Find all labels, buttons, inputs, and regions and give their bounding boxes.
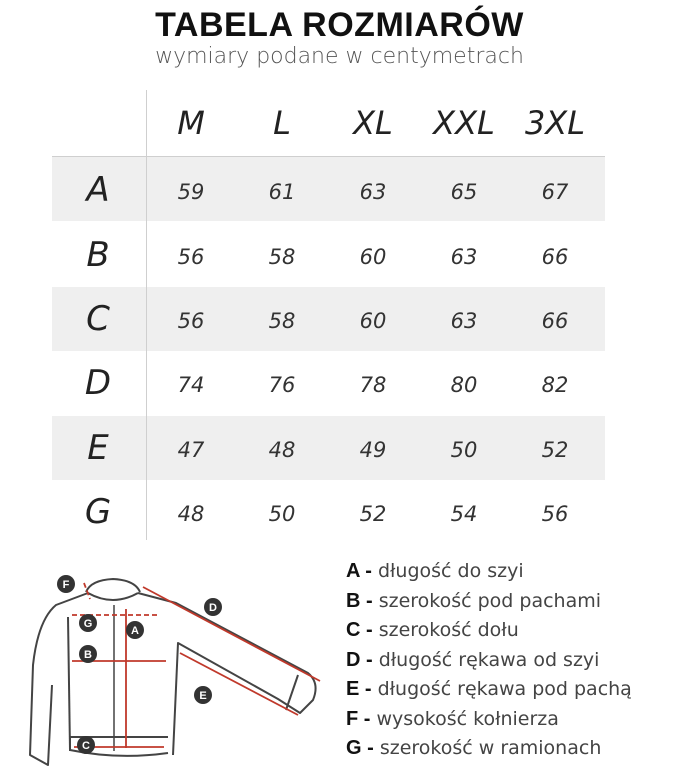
table-cell: 47 <box>177 438 205 462</box>
measurement-legend <box>346 560 632 767</box>
marker-b-icon <box>79 645 97 663</box>
legend-item: F - wysokość kołnierza <box>346 707 559 730</box>
table-cell: 56 <box>177 309 205 333</box>
table-cell: 58 <box>268 309 296 333</box>
table-cell: 60 <box>359 309 387 333</box>
marker-g-icon <box>79 614 97 632</box>
legend-item: D - długość rękawa od szyi <box>346 648 600 671</box>
table-cell: 58 <box>268 245 296 269</box>
row-label: E <box>87 428 109 468</box>
table-cell: 50 <box>450 438 478 462</box>
svg-text:E: E <box>199 690 207 702</box>
table-cell: 66 <box>541 309 569 333</box>
table-divider-horizontal <box>52 156 605 157</box>
svg-text:B: B <box>84 649 92 661</box>
marker-f-icon <box>57 575 75 593</box>
svg-text:G: G <box>83 618 93 630</box>
column-header: XL <box>353 104 393 142</box>
column-header: L <box>273 104 291 142</box>
row-label: A <box>86 170 110 210</box>
legend-item: A - długość do szyi <box>346 560 524 582</box>
marker-e-icon <box>194 686 212 704</box>
table-cell: 59 <box>177 180 205 204</box>
legend-item: G - szerokość w ramionach <box>346 737 602 759</box>
table-cell: 54 <box>450 502 478 526</box>
table-cell: 63 <box>359 180 387 204</box>
table-cell: 76 <box>268 373 296 397</box>
table-cell: 50 <box>268 502 296 526</box>
page-title: TABELA ROZMIARÓW <box>155 6 524 44</box>
svg-text:A: A <box>131 625 139 637</box>
svg-text:F: F <box>62 579 70 591</box>
table-cell: 65 <box>450 180 478 204</box>
table-cell: 52 <box>359 502 387 526</box>
table-cell: 56 <box>177 245 205 269</box>
table-cell: 52 <box>541 438 569 462</box>
row-label: C <box>86 299 110 339</box>
page-subtitle: wymiary podane w centymetrach <box>155 44 524 69</box>
table-cell: 67 <box>541 180 569 204</box>
column-header: M <box>177 104 205 142</box>
table-cell: 66 <box>541 245 569 269</box>
row-label: G <box>84 492 112 532</box>
legend-item: E - długość rękawa pod pachą <box>346 678 632 700</box>
column-header: 3XL <box>524 104 586 142</box>
marker-d-icon <box>204 598 222 616</box>
column-header: XXL <box>433 104 495 142</box>
table-cell: 80 <box>450 373 478 397</box>
marker-c-icon <box>77 736 95 754</box>
table-cell: 63 <box>450 309 478 333</box>
svg-text:C: C <box>82 740 90 752</box>
table-cell: 61 <box>268 180 296 204</box>
table-cell: 74 <box>177 373 205 397</box>
table-cell: 49 <box>359 438 387 462</box>
table-cell: 48 <box>268 438 296 462</box>
jacket-measurement-diagram <box>8 565 338 775</box>
legend-item: C - szerokość dołu <box>346 619 519 641</box>
legend-item: B - szerokość pod pachami <box>346 589 602 612</box>
table-cell: 56 <box>541 502 569 526</box>
row-label: D <box>84 363 112 403</box>
svg-text:D: D <box>209 602 217 614</box>
table-cell: 60 <box>359 245 387 269</box>
row-label: B <box>86 235 110 275</box>
table-cell: 48 <box>177 502 205 526</box>
table-cell: 78 <box>359 373 387 397</box>
table-cell: 82 <box>541 373 569 397</box>
table-cell: 63 <box>450 245 478 269</box>
marker-a-icon <box>126 621 144 639</box>
